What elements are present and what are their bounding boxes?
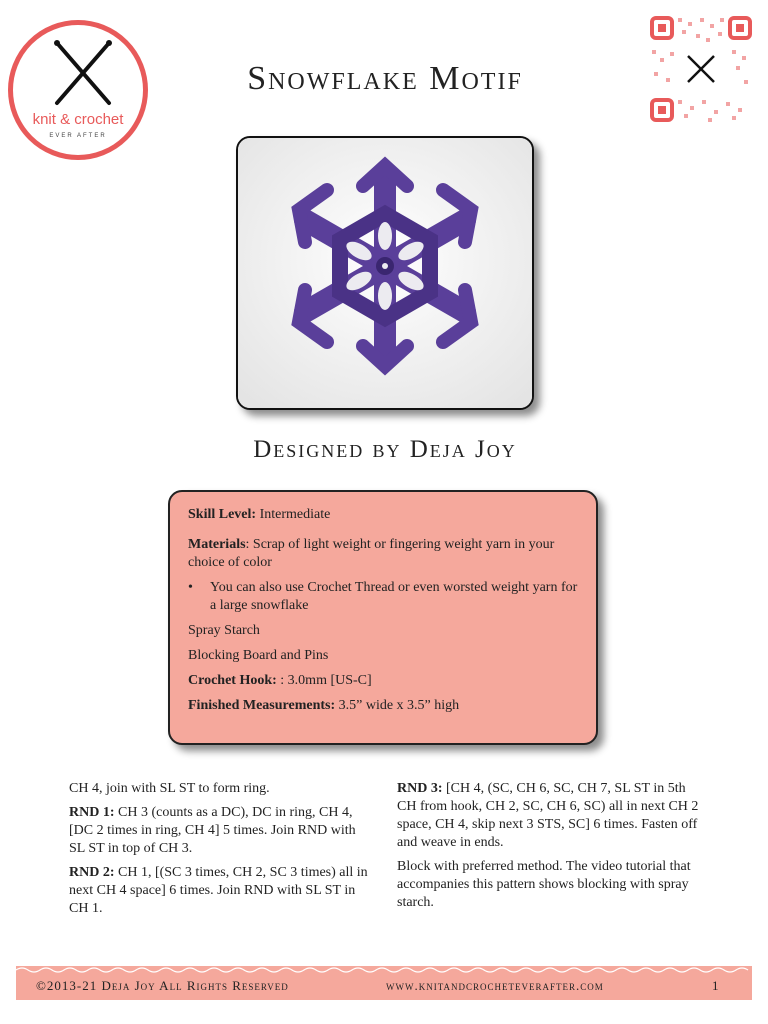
hook-label: Crochet Hook:: [188, 673, 277, 688]
instructions-right-column: [397, 780, 707, 918]
round-3-label: RND 3:: [397, 781, 443, 796]
skill-level-label: Skill Level:: [188, 507, 257, 522]
round-1-label: RND 1:: [69, 805, 115, 820]
hook-line: [188, 672, 578, 690]
page-number: 1: [712, 978, 720, 993]
measurements-label: Finished Measurements:: [188, 698, 336, 713]
round-1: [69, 804, 369, 858]
round-1-text: CH 3 (counts as a DC), DC in ring, CH 4, [DC 2 times in ring, CH 4] 5 times. Join RND with SL ST in top of CH 3.: [69, 805, 356, 856]
blocking-board-item: Blocking Board and Pins: [188, 648, 329, 663]
bullet-text: You can also use Crochet Thread or even worsted weight yarn for a large snowflake: [210, 580, 578, 613]
brand-logo: [8, 20, 148, 160]
round-2: [69, 864, 369, 918]
crossed-needles-icon: [51, 39, 115, 107]
skill-level-line: [188, 506, 578, 524]
footer-wave-border: [16, 966, 752, 974]
materials-bullet: [188, 579, 578, 615]
round-3: [397, 780, 707, 852]
skill-level-value: Intermediate: [259, 507, 331, 522]
materials-box: [168, 490, 598, 745]
spray-starch-item: Spray Starch: [188, 623, 260, 638]
bullet-marker: •: [188, 580, 193, 595]
page-title: Snowflake Motif: [247, 60, 523, 97]
round-2-text: CH 1, [(SC 3 times, CH 2, SC 3 times) all in next CH 4 space] 6 times. Join RND with SL ST in CH 1.: [69, 865, 368, 916]
designer-heading: Designed by Deja Joy: [253, 436, 517, 463]
measurements-line: [188, 697, 578, 715]
round-2-label: RND 2:: [69, 865, 115, 880]
logo-brand-text: knit & crochet: [32, 111, 124, 128]
page-footer: [16, 966, 752, 1000]
start-instruction: CH 4, join with SL ST to form ring.: [69, 781, 270, 796]
footer-copyright: ©2013-21 Deja Joy All Rights Reserved: [36, 978, 289, 993]
measurements-value: 3.5” wide x 3.5” high: [335, 698, 460, 713]
qr-code-icon[interactable]: [648, 14, 754, 124]
materials-value: : Scrap of light weight or fingering weight yarn in your choice of color: [188, 537, 555, 570]
instructions-left-column: [69, 780, 369, 924]
round-3-text: [CH 4, (SC, CH 6, SC, CH 7, SL ST in 5th CH from hook, CH 2, SC, CH 6, SC) all in next CH 2 space, CH 4, skip next 3 STS, SC] 6 times. Fasten off and weave in ends.: [397, 781, 699, 850]
logo-tagline: EVER AFTER: [49, 133, 107, 139]
footer-website-link[interactable]: www.knitandcrocheteverafter.com: [386, 978, 604, 993]
materials-label: Materials: [188, 537, 246, 552]
materials-line: [188, 536, 578, 572]
hook-value: : 3.0mm [US-C]: [276, 673, 372, 688]
blocking-instruction: Block with preferred method. The video tutorial that accompanies this pattern shows blocking with spray starch.: [397, 859, 691, 910]
snowflake-photo: [236, 136, 534, 410]
